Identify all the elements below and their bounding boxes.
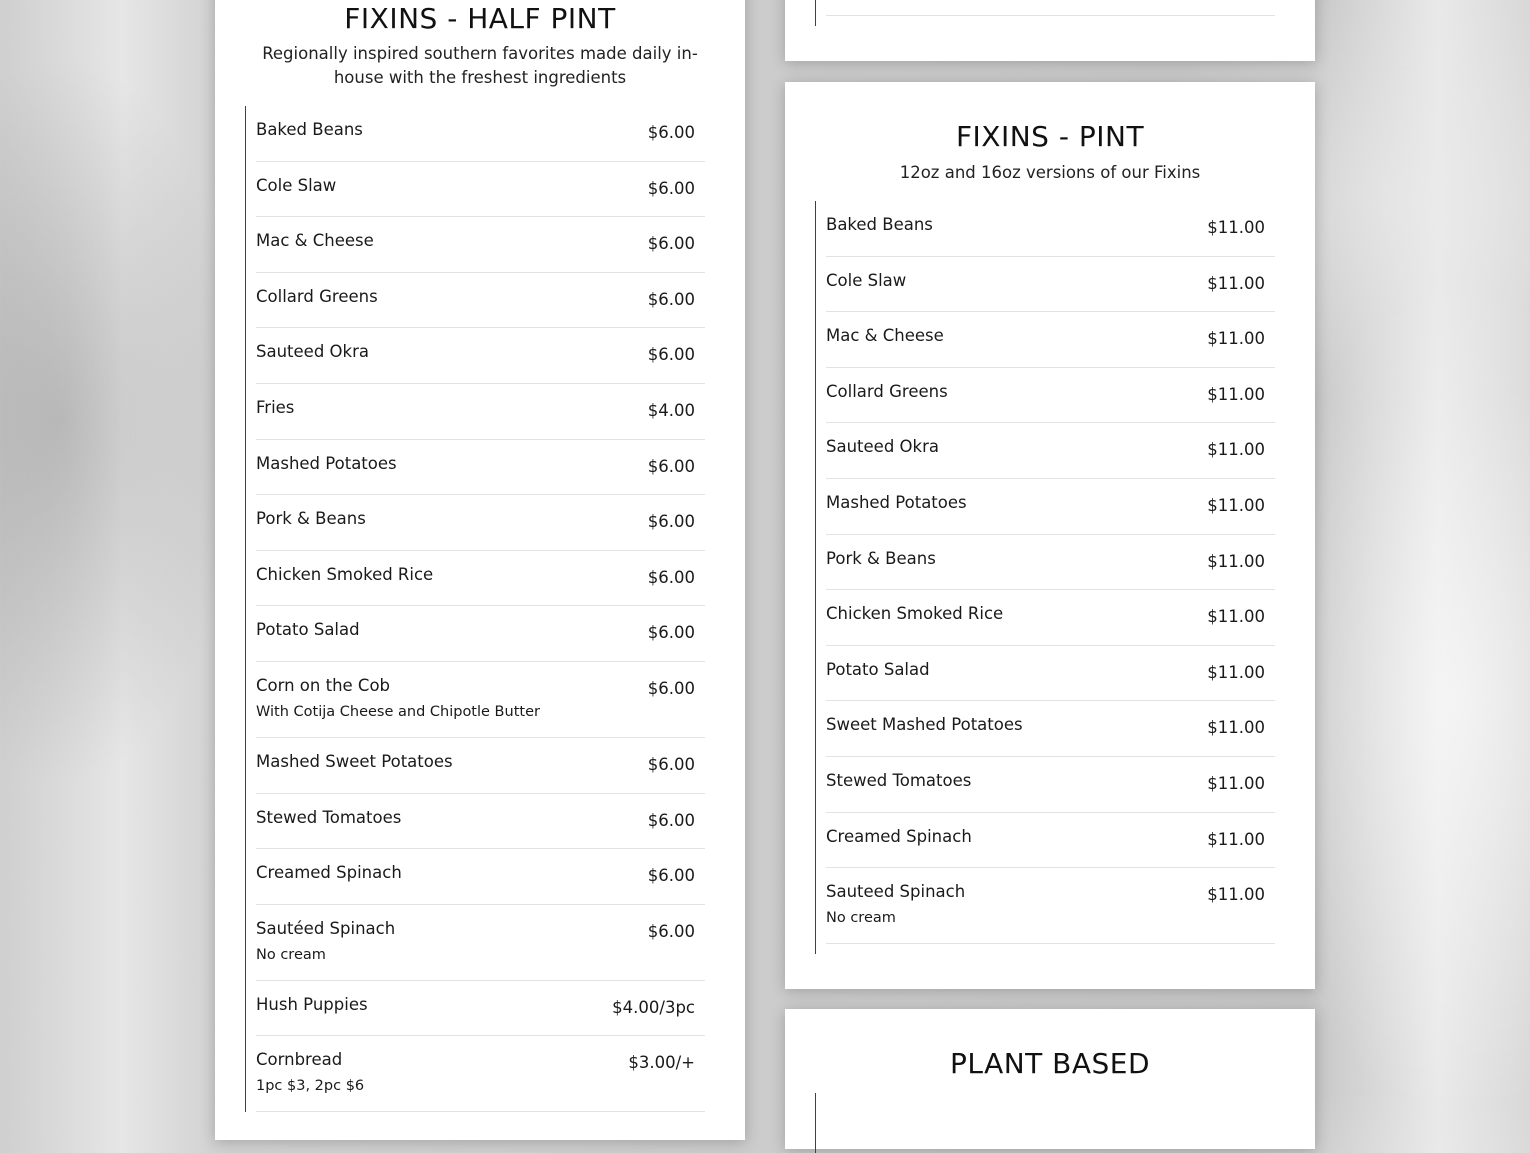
menu-item [826, 423, 1275, 479]
item-price: $6.00 [647, 810, 695, 830]
item-name: Pork & Beans [256, 509, 366, 529]
item-description: No cream [256, 946, 326, 963]
item-description: 1pc $3, 2pc $6 [256, 1078, 365, 1095]
item-name: Mac & Cheese [826, 326, 944, 346]
previous-section-card [785, 0, 1315, 61]
item-price: $11.00 [1207, 607, 1265, 627]
plant-based-list [815, 1093, 816, 1153]
previous-section-list [815, 0, 1276, 26]
pint-subtitle: 12oz and 16oz versions of our Fixins [899, 163, 1201, 182]
item-name: Cole Slaw [826, 270, 907, 290]
item-name: Sweet Mashed Potatoes [826, 715, 1023, 735]
item-price: $11.00 [1207, 273, 1265, 293]
menu-item [256, 662, 705, 738]
item-description: With Cotija Cheese and Chipotle Butter [256, 703, 540, 720]
menu-item [256, 606, 705, 662]
item-price: $11.00 [1207, 773, 1265, 793]
half-pint-list [245, 106, 706, 1112]
item-price: $11.00 [1207, 551, 1265, 571]
item-name: Baked Beans [256, 120, 363, 139]
item-price: $6.00 [647, 512, 695, 532]
item-name: Sauteed Okra [256, 342, 369, 362]
item-price: $6.00 [647, 567, 695, 587]
menu-item [256, 551, 705, 607]
item-price: $6.00 [647, 289, 695, 309]
item-price: $3.00/+ [628, 1053, 695, 1073]
item-name: Creamed Spinach [826, 826, 972, 846]
menu-item [256, 384, 705, 440]
item-price: $6.00 [647, 123, 695, 142]
item-name: Stewed Tomatoes [826, 770, 972, 790]
half-pint-card [215, 0, 745, 1140]
pint-card [785, 82, 1315, 989]
item-price: $6.00 [647, 234, 695, 254]
item-name: Sautéed Spinach [256, 918, 396, 938]
menu-item [826, 646, 1275, 702]
item-price: $11.00 [1207, 718, 1265, 738]
item-name: Stewed Tomatoes [256, 807, 402, 827]
item-name: Mac & Cheese [256, 231, 374, 251]
menu-item [826, 479, 1275, 535]
menu-item [256, 738, 705, 794]
menu-item [826, 535, 1275, 591]
menu-item [256, 905, 705, 981]
menu-item [826, 757, 1275, 813]
item-name: Collard Greens [256, 286, 378, 306]
half-pint-title: FIXINS - HALF PINT [344, 2, 616, 35]
item-price: $6.00 [647, 178, 695, 198]
list-item [826, 0, 1275, 16]
item-name: Mashed Potatoes [826, 492, 967, 512]
item-price: $11.00 [1207, 885, 1265, 905]
menu-item [256, 328, 705, 384]
menu-item [826, 368, 1275, 424]
menu-item [826, 868, 1275, 944]
pint-list [815, 201, 1276, 954]
menu-item [256, 273, 705, 329]
item-price: $6.00 [647, 921, 695, 941]
item-price: $11.00 [1207, 662, 1265, 682]
menu-item [826, 257, 1275, 313]
menu-item [256, 440, 705, 496]
item-price: $4.00 [647, 400, 695, 420]
menu-item [256, 849, 705, 905]
item-price: $6.00 [647, 456, 695, 476]
item-name: Collard Greens [826, 381, 948, 401]
menu-item [826, 201, 1275, 257]
item-name: Chicken Smoked Rice [256, 564, 434, 584]
menu-item [256, 217, 705, 273]
item-price: $11.00 [1207, 218, 1265, 237]
plant-based-title: PLANT BASED [949, 1047, 1151, 1080]
item-price: $6.00 [647, 678, 695, 698]
menu-item [826, 813, 1275, 869]
item-name: Hush Puppies [256, 994, 368, 1014]
item-name: Chicken Smoked Rice [826, 604, 1004, 624]
item-price: $6.00 [647, 345, 695, 365]
item-name: Fries [256, 397, 295, 417]
menu-item [256, 106, 705, 162]
item-price: $6.00 [647, 754, 695, 774]
item-price: $6.00 [647, 623, 695, 643]
item-name: Cole Slaw [256, 175, 337, 195]
item-price: $11.00 [1207, 329, 1265, 349]
item-name: Mashed Potatoes [256, 453, 397, 473]
menu-item [256, 162, 705, 218]
menu-item [256, 981, 705, 1037]
item-description: No cream [826, 910, 896, 927]
item-name: Creamed Spinach [256, 863, 402, 883]
item-price: $11.00 [1207, 495, 1265, 515]
pint-title: FIXINS - PINT [955, 120, 1145, 153]
item-price: $11.00 [1207, 384, 1265, 404]
menu-item [826, 312, 1275, 368]
item-price: $11.00 [1207, 440, 1265, 460]
item-name: Sauteed Okra [826, 437, 939, 457]
item-price: $11.00 [1207, 829, 1265, 849]
menu-item [256, 495, 705, 551]
item-name: Sauteed Spinach [826, 882, 966, 902]
menu-item [826, 590, 1275, 646]
menu-item [826, 701, 1275, 757]
half-pint-subtitle: Regionally inspired southern favorites made daily in-house with the freshest ingredients [262, 44, 698, 87]
plant-based-card [785, 1009, 1315, 1149]
item-name: Pork & Beans [826, 548, 936, 568]
item-name: Mashed Sweet Potatoes [256, 751, 453, 771]
item-name: Baked Beans [826, 215, 933, 234]
menu-item [256, 794, 705, 850]
item-name: Cornbread [256, 1050, 343, 1070]
item-name: Potato Salad [826, 659, 930, 679]
item-name: Potato Salad [256, 620, 360, 640]
item-price: $4.00/3pc [612, 997, 695, 1017]
item-name: Corn on the Cob [256, 675, 391, 695]
item-price: $6.00 [647, 866, 695, 886]
menu-item [256, 1036, 705, 1112]
